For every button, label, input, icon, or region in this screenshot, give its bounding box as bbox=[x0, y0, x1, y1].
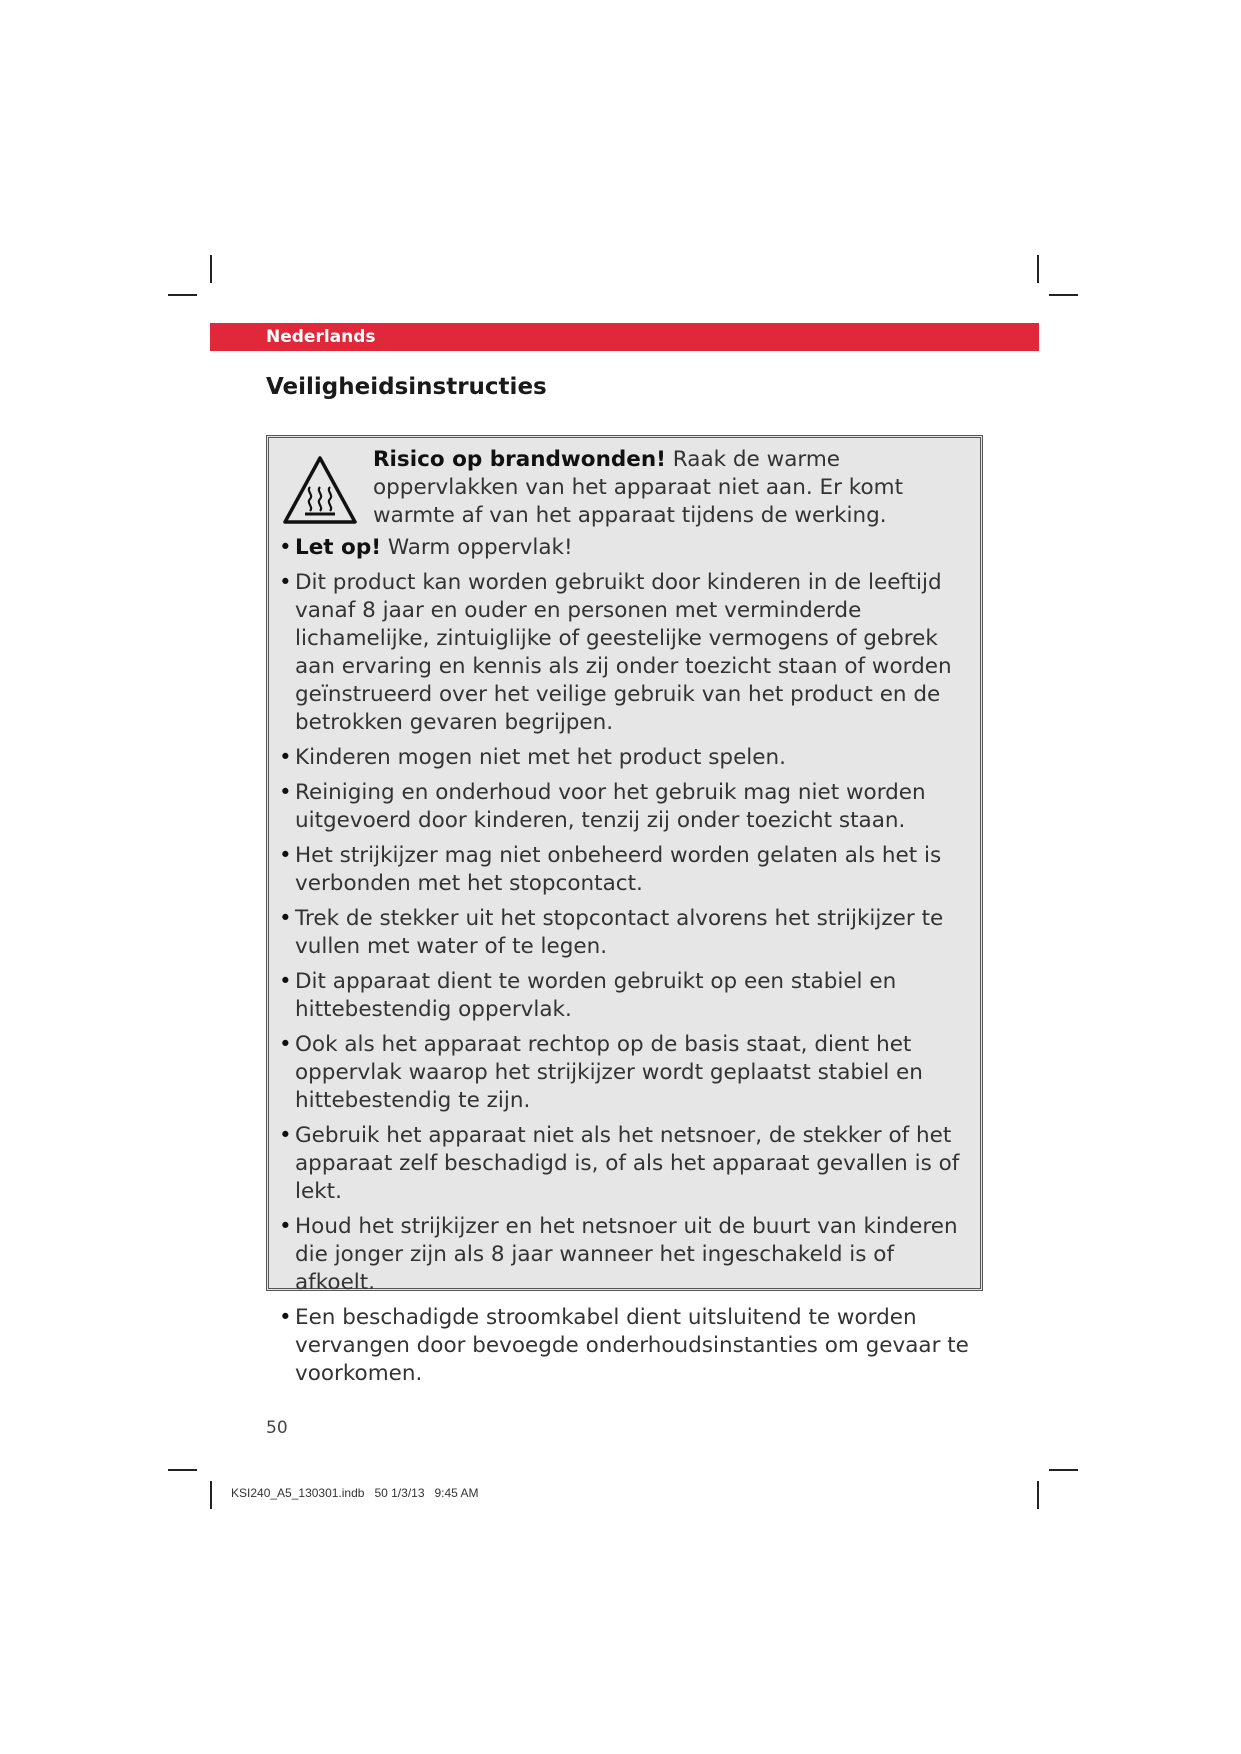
list-item-text: Reiniging en onderhoud voor het gebruik mag niet worden uitgevoerd door kinderen, tenzij zij onder toezicht staan. bbox=[295, 780, 926, 833]
list-item: • Kinderen mogen niet met het product spelen. bbox=[279, 745, 786, 770]
list-item-text: Trek de stekker uit het stopcontact alvorens het strijkijzer te vullen met water of te legen. bbox=[295, 906, 944, 959]
language-header-bar bbox=[210, 323, 1039, 351]
crop-mark bbox=[1049, 294, 1078, 296]
crop-mark bbox=[1037, 1481, 1039, 1509]
page-number: 50 bbox=[266, 1418, 288, 1438]
list-item: • Reiniging en onderhoud voor het gebruik mag niet worden uitgevoerd door kinderen, tenzij zij onder toezicht staan. bbox=[279, 780, 926, 833]
page-title: Veiligheidsinstructies bbox=[266, 374, 547, 400]
list-item: • Een beschadigde stroomkabel dient uitsluitend te worden vervangen door bevoegde onderhoudsinstanties om gevaar te voorkomen. bbox=[279, 1305, 969, 1386]
safety-warning-box bbox=[266, 435, 983, 1386]
list-item: • Let op! Warm oppervlak! bbox=[279, 535, 573, 560]
list-item: • Dit apparaat dient te worden gebruikt op een stabiel en hittebestendig oppervlak. bbox=[279, 969, 897, 1022]
list-item-text: Ook als het apparaat rechtop op de basis staat, dient het oppervlak waarop het strijkijzer wordt geplaatst stabiel en hittebestendig te zijn. bbox=[295, 1032, 923, 1113]
crop-mark bbox=[168, 294, 197, 296]
list-item: • Het strijkijzer mag niet onbeheerd worden gelaten als het is verbonden met het stopcontact. bbox=[279, 843, 942, 896]
list-item: • Ook als het apparaat rechtop op de basis staat, dient het oppervlak waarop het strijkijzer wordt geplaatst stabiel en hittebestendig te zijn. bbox=[279, 1032, 923, 1113]
list-item-text: Een beschadigde stroomkabel dient uitsluitend te worden vervangen door bevoegde onderhoudsinstanties om gevaar te voorkomen. bbox=[295, 1305, 969, 1386]
crop-mark bbox=[210, 255, 212, 283]
crop-mark bbox=[168, 1469, 197, 1471]
list-item-text: Kinderen mogen niet met het product spelen. bbox=[295, 745, 786, 770]
list-item: • Houd het strijkijzer en het netsnoer uit de buurt van kinderen die jonger zijn als 8 jaar wanneer het ingeschakeld is of afkoelt. bbox=[279, 1214, 958, 1295]
warning-intro bbox=[279, 446, 974, 530]
hot-surface-warning-icon bbox=[281, 454, 359, 526]
list-item-text: Houd het strijkijzer en het netsnoer uit de buurt van kinderen die jonger zijn als 8 jaar wanneer het ingeschakeld is of afkoelt. bbox=[295, 1214, 958, 1295]
language-label: Nederlands bbox=[266, 327, 376, 347]
list-item-text: Het strijkijzer mag niet onbeheerd worden gelaten als het is verbonden met het stopcontact. bbox=[295, 843, 942, 896]
list-item-text: Dit apparaat dient te worden gebruikt op een stabiel en hittebestendig oppervlak. bbox=[295, 969, 897, 1022]
list-item-text: Gebruik het apparaat niet als het netsnoer, de stekker of het apparaat zelf beschadigd is, of als het apparaat gevallen is of lekt. bbox=[295, 1123, 960, 1204]
crop-mark bbox=[1049, 1469, 1078, 1471]
list-item-text: Dit product kan worden gebruikt door kinderen in de leeftijd vanaf 8 jaar en ouder en personen met verminderde lichamelijke, zintuiglijke of geestelijke vermogens of gebrek aan ervaring en kennis als zij onder toezicht staan of worden geïnstrueerd over het veilige gebruik van het product en de betrokken gevaren begrijpen. bbox=[295, 570, 952, 735]
crop-mark bbox=[210, 1481, 212, 1509]
safety-instructions-list bbox=[279, 534, 974, 1388]
warning-intro-text: Raak de warme oppervlakken van het apparaat niet aan. Er komt warmte af van het apparaat tijdens de werking. bbox=[373, 447, 903, 528]
let-op-text: Warm oppervlak! bbox=[381, 535, 573, 560]
list-item: • Dit product kan worden gebruikt door kinderen in de leeftijd vanaf 8 jaar en ouder en personen met verminderde lichamelijke, zintuiglijke of geestelijke vermogens of gebrek aan ervaring en kennis als zij onder toezicht staan of worden geïnstrueerd over het veilige gebruik van het product en de betrokken gevaren begrijpen. bbox=[279, 570, 952, 735]
list-item: • Gebruik het apparaat niet als het netsnoer, de stekker of het apparaat zelf beschadigd is, of als het apparaat gevallen is of lekt. bbox=[279, 1123, 960, 1204]
crop-mark bbox=[1037, 255, 1039, 283]
list-item: • Trek de stekker uit het stopcontact alvorens het strijkijzer te vullen met water of te legen. bbox=[279, 906, 944, 959]
let-op-label: Let op! bbox=[295, 535, 382, 560]
warning-heading: Risico op brandwonden! bbox=[373, 447, 666, 472]
print-file-info: KSI240_A5_130301.indb 50 1/3/13 9:45 AM bbox=[231, 1486, 479, 1500]
